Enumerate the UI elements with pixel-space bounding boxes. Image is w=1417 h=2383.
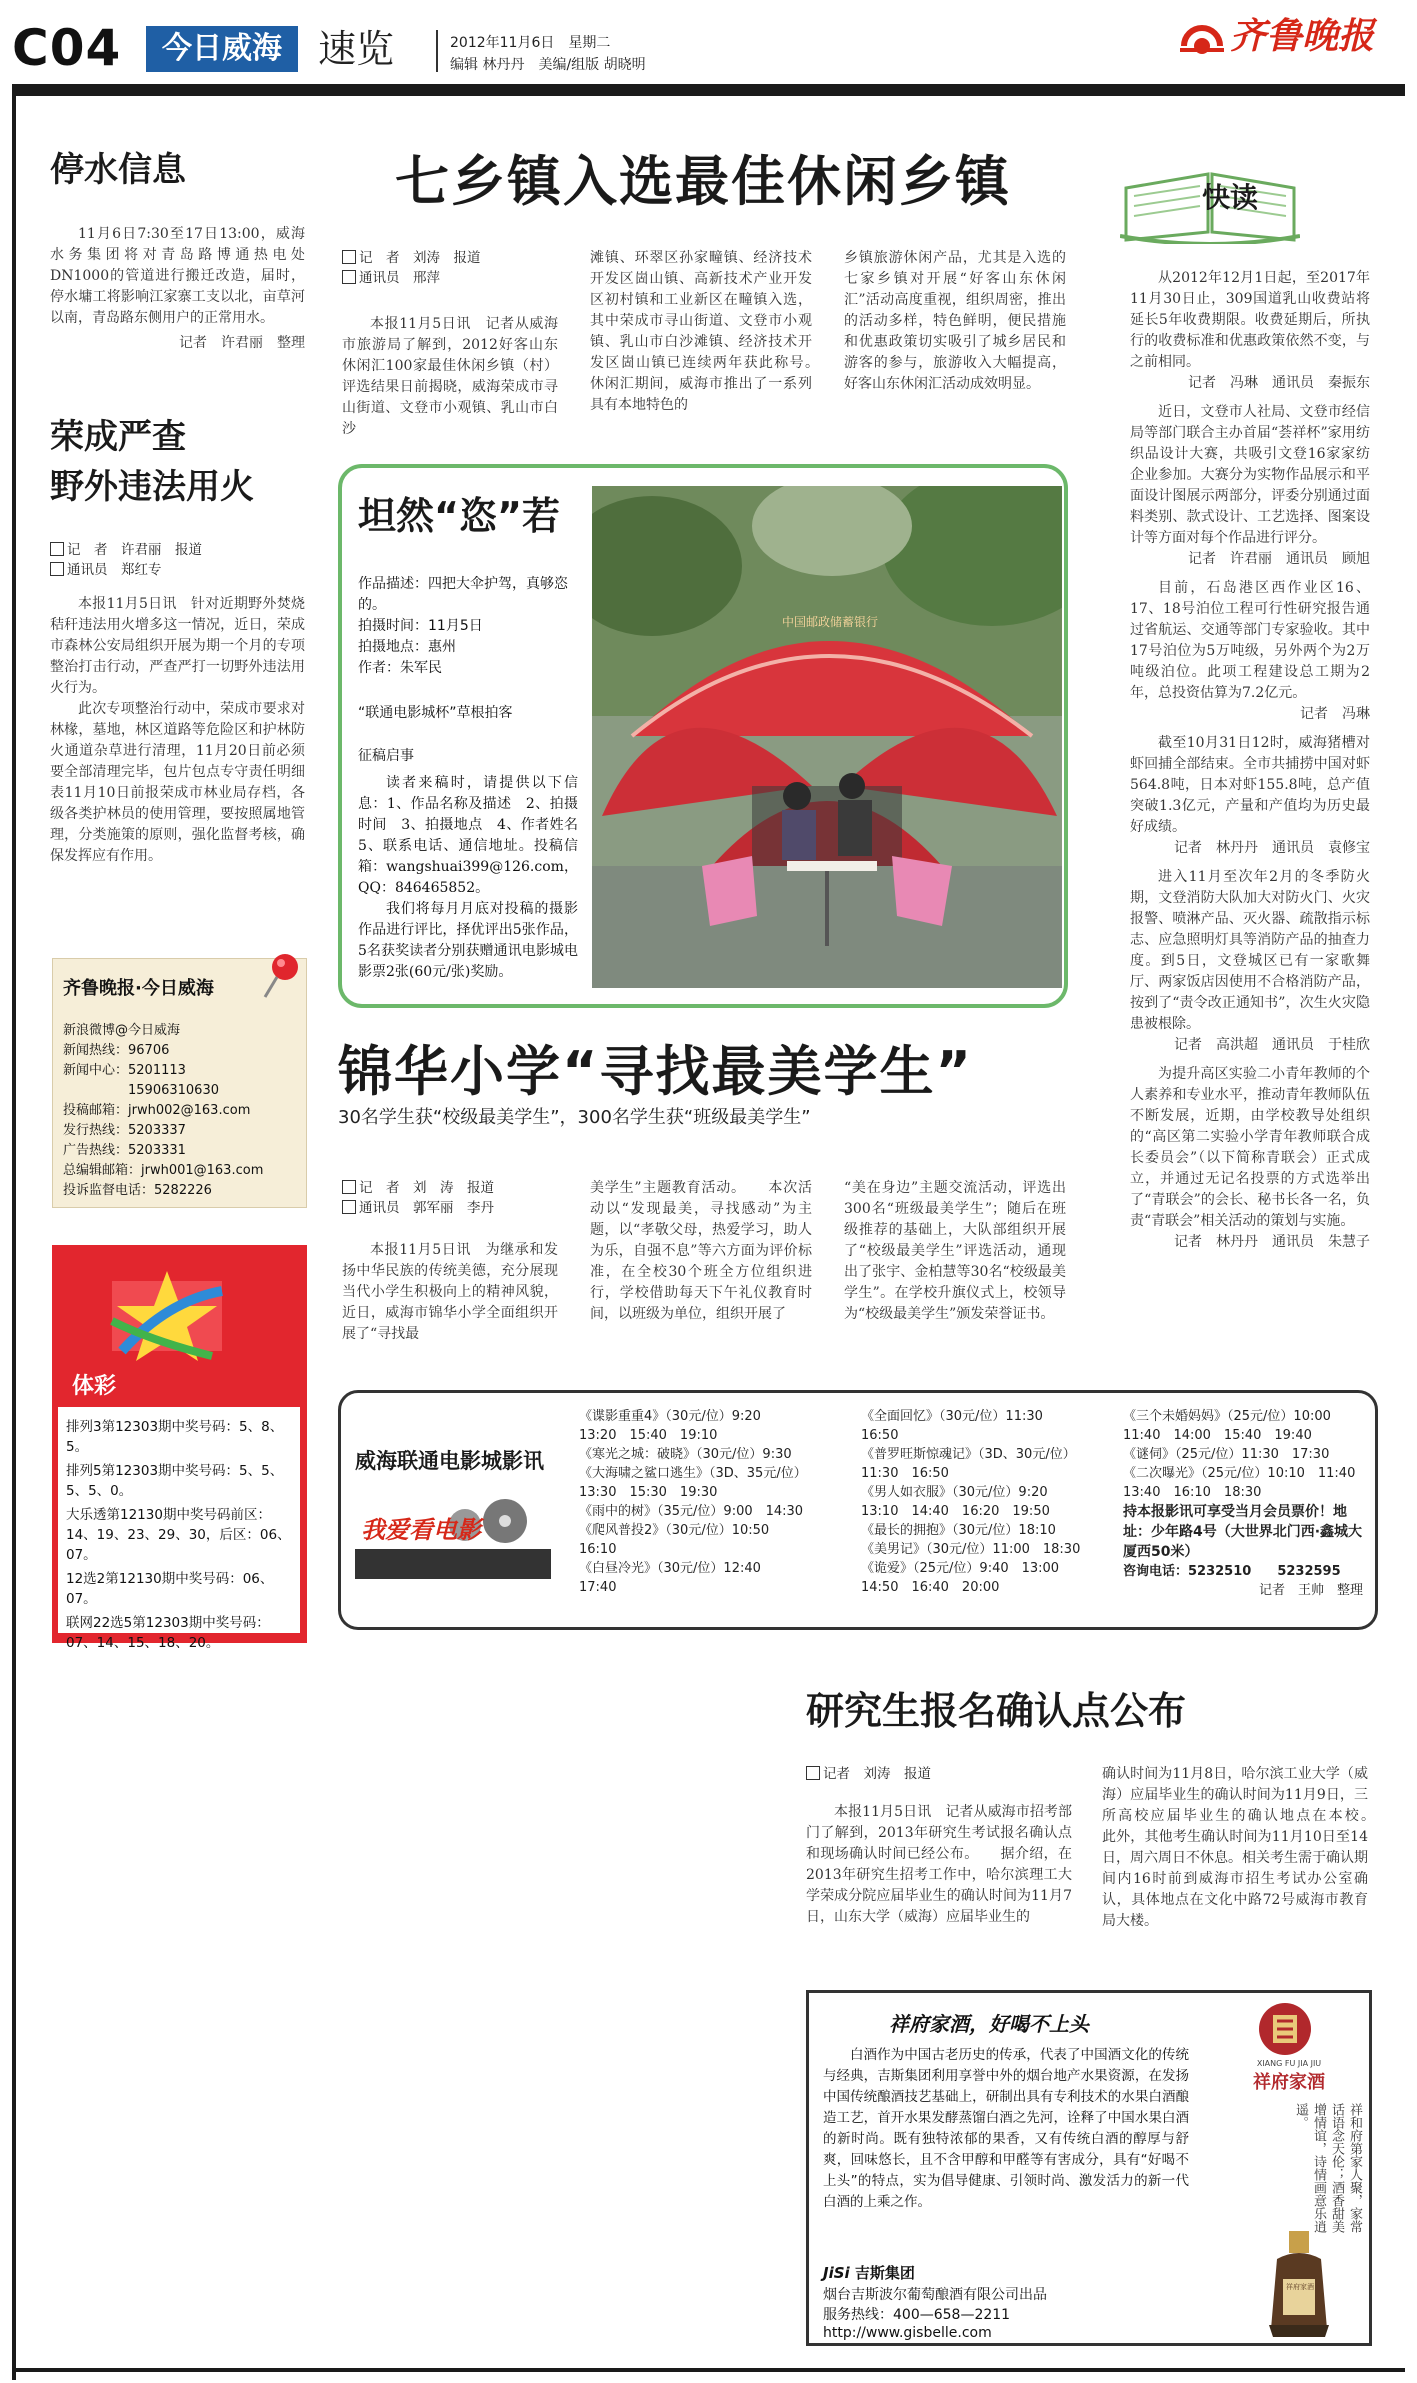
list-item: 近日，文登市人社局、文登市经信局等部门联合主办首届“荟祥杯”家用纺织品设计大赛，共吸引文登16家家纺企业参加。大赛分为实物作品展示和平面设计图展示两部分，评委分别通过面料类别、款式设计、工艺选择、图案设计等方面对每个作品进行评分。 记者 许君丽 通讯员 顾旭: [1130, 404, 1370, 567]
headline-line2: 野外违法用火: [50, 467, 254, 507]
cinema-col-1: 《谍影重重4》（30元/位）9:20 13:20 15:40 19:10 《寒光之城：破晓》（30元/位）9:30 《大海啸之鲨口逃生》（3D、35元/位）13:30 15:30 19:30 《雨中的树》（35元/位）9:00 14:30 《爬风普投2》（30元/位）10:50 16:10 《白昼冷光》（30元/位）12:40 17:40: [579, 1409, 807, 1595]
lottery-title: 体彩: [72, 1374, 117, 1399]
headline-line1: 荣成严查: [50, 417, 186, 457]
quick-read-title: 快读: [1202, 181, 1259, 214]
newspaper-logo: 齐鲁晚报: [1180, 14, 1374, 58]
headline: 七乡镇入选最佳休闲乡镇: [395, 150, 1011, 213]
article-jinhua: [338, 1040, 1068, 1130]
article-col: “美在身边”主题交流活动，评选出300名“班级最美学生”；随后在班级推荐的基础上，大队部组织开展了“校级最美学生”评选活动，通现出了张宇、金柏慧等30名“校级最美学生”。在学校升旗仪式上，校领导为“校级最美学生”颁发荣誉证书。: [844, 1180, 1066, 1322]
quick-read-list: [1130, 268, 1370, 1253]
lottery-box: [52, 1245, 307, 1651]
lottery-results: 排列3第12303期中奖号码：5、8、5。 排列5第12303期中奖号码：5、5、5、5、0。 大乐透第12130期中奖号码前区：14、19、23、29、30，后区：06、07。 12选2第12130期中奖号码：06、07。 联网22选5第12303期中奖号码：07、14、15、18、20。: [58, 1407, 300, 1633]
contact-lines: 新浪微博@今日威海 新闻热线：96706 新闻中心：5201113 15906310630 投稿邮箱：jrwh002@163.com 发行热线：5203337 广告热线：5203331 总编辑邮箱：jrwh001@163.com 投诉监督电话：5282226: [63, 1023, 264, 1198]
sports-lottery-logo-icon: [92, 1261, 242, 1371]
checkbox-icon: [342, 250, 356, 264]
page-code: C04: [12, 19, 122, 77]
bottom-rule: [12, 2368, 1405, 2372]
cinema-listings-box: [338, 1390, 1378, 1630]
article-col: 本报11月5日讯 为继承和发扬中华民族的传统美德，充分展现当代小学生积极向上的精神风貌，近日，威海市锦华小学全面组织开展了“寻找最: [342, 1242, 558, 1342]
list-item: 截至10月31日12时，威海猪槽对虾回捕全部结束。全市共捕捞中国对虾564.8吨，日本对虾155.8吨，总产值突破1.3亿元，产量和产值均为历史最好成绩。 记者 林丹丹 通讯员 袁修宝: [1130, 735, 1370, 856]
article-body: 本报11月5日讯 针对近期野外焚烧秸秆违法用火增多这一情况，近日，荣成市森林公安局组织开展为期一个月的专项整治打击行动，严查严打一切野外违法用火行为。: [50, 596, 305, 696]
column-name: 速览: [318, 27, 395, 71]
ad-group: JiSi 吉斯集团: [823, 2264, 915, 2282]
photo-title: 坦然“恣”若: [358, 494, 560, 538]
ad-slogan: 祥府家酒，好喝不上头: [889, 2012, 1089, 2036]
list-item: 从2012年12月1日起，至2017年11月30日止，309国道乳山收费站将延长5年收费期限。收费延期后，所执行的收费标准和优惠政策依然不变，与之前相同。 记者 冯琳 通讯员 秦振东: [1130, 270, 1370, 391]
liquor-ad: [806, 1990, 1372, 2346]
umbrella-text: 中国邮政储蓄银行: [782, 615, 879, 629]
umbrella-photo: [592, 486, 1062, 988]
pushpin-icon: [259, 951, 305, 1003]
cinema-col-2: 《全面回忆》（30元/位）11:30 16:50 《普罗旺斯惊魂记》（3D、30元/位）11:30 16:50 《男人如衣服》（30元/位）9:20 13:10 14:40 16:20 19:50 《最长的拥抱》（30元/位）18:10 《美男记》（30元/位）11:00 18:30 《诡爱》（25元/位）9:40 13:00 14:50 16:40 20:00: [861, 1409, 1081, 1595]
ad-body: 白酒作为中国古老历史的传承，代表了中国酒文化的传统与经典，吉斯集团利用享誉中外的烟台地产水果资源，在发扬中国传统酿酒技艺基础上，研制出具有专利技术的水果白酒酿造工艺，首开水果发酵蒸馏白酒之先河，诠释了中国水果白酒的新时尚。既有独特浓郁的果香，又有传统白酒的醇厚与舒爽，回味悠长，且不含甲醇和甲醛等有害成分，具有“好喝不上头”的特点，实为倡导健康、引领时尚、激发活力的新一代白酒的上乘之作。: [823, 2047, 1189, 2210]
byline: 记者 刘涛 报道: [806, 1764, 931, 1784]
checkbox-icon: [50, 542, 64, 556]
photo-feature-box: [338, 464, 1068, 1008]
headline: 停水信息: [50, 150, 186, 190]
article-col: 本报11月5日讯 记者从威海市旅游局了解到，2012好客山东休闲汇100家最佳休闲乡镇（村）评选结果日前揭晓，威海荣成市寻山街道、文登市小观镇、乳山市白沙: [342, 316, 558, 437]
section-tag: 今日威海: [146, 26, 298, 72]
article-col: 本报11月5日讯 记者从威海市招考部门了解到，2013年研究生考试报名确认点和现场确认时间已经公布。 据介绍，在2013年研究生招考工作中，哈尔滨理工大学荣成分院应届毕业生的确认时间为11月7日，山东大学（威海）应届毕业生的: [806, 1804, 1072, 1925]
article-col: 美学生”主题教育活动。 本次活动以“发现最美，寻找感动”为主题，以“孝敬父母，热爱学习，助人为乐，自强不息”等六方面为评价标准，在全校30个班全方位组织进行，学校借助每天下午礼仪教育时间，以班级为单位，组织开展了: [590, 1180, 812, 1322]
byline: 记 者 许君丽 报道 通讯员 郑红专: [50, 540, 305, 580]
checkbox-icon: [342, 1200, 356, 1214]
photo-info: 作品描述：四把大伞护驾，真够恣的。 拍摄时间：11月5日 拍摄地点：惠州 作者：朱军民 “联通电影城杯”草根拍客 征稿启事 读者来稿时，请提供以下信息：1、作品名称及描述 2、拍摄时间 3、拍摄地点 4、作者姓名 5、联系电话、通信地址。投稿信箱：wangshuai399@126.com，QQ：846465852。 我们将每月月底对投稿的摄影作品进行评比，择优评出5张作品，5名获奖读者分别获赠通讯电影城电影票2张(60元/张)奖励。: [358, 576, 592, 980]
brand-verse: 祥和府第家人聚，家常话语念天伦；酒香甜美增情谊，诗情画意乐逍遥。: [1293, 2103, 1362, 2233]
bottle-label: 祥府家酒: [1286, 2283, 1314, 2291]
article-water-outage: [50, 150, 305, 354]
header-date: 2012年11月6日 星期二: [450, 35, 611, 51]
byline: 记 者 刘 涛 报道 通讯员 郭军丽 李丹: [342, 1178, 494, 1218]
header-editor: 编辑 林丹丹 美编/组版 胡晓明: [450, 57, 646, 73]
article-col: 乡镇旅游休闲产品，尤其是入选的七家乡镇对开展“好客山东休闲汇”活动高度重视，组织周密，推出的活动多样，特色鲜明，便民措施和优惠政策切实吸引了城乡居民和游客的参与，旅游收入大幅提高，好客山东休闲汇活动成效明显。: [844, 250, 1066, 392]
article-fire-control: [50, 412, 305, 867]
header-divider: [436, 30, 438, 72]
article-col: 确认时间为11月8日，哈尔滨工业大学（威海）应届毕业生的确认时间为11月9日，三所高校应届毕业生的确认地点在本校。 此外，其他考生确认时间为11月10日至14日，周六周日不休息。相关考生需于确认期间内16时前到威海市招生考试办公室确认，具体地点在文化中路72号威海市教育局大楼。: [1102, 1766, 1396, 1929]
ad-phone: 服务热线：400—658—2211: [823, 2307, 1011, 2323]
article-body: 11月6日7:30至17日13:00，威海水务集团将对青岛路博通热电处DN1000的管道进行搬迁改造，届时，停水墉工将影响江家寨工支以北，亩草河以南，青岛路东侧用户的正常用水。: [50, 226, 305, 326]
checkbox-icon: [50, 562, 64, 576]
contact-title: 齐鲁晚报·今日威海: [63, 978, 214, 999]
list-item: 进入11月至次年2月的冬季防火期，文登消防大队加大对防火门、火灾报警、喷淋产品、灭火器、疏散指示标志、应急照明灯具等消防产品的抽查力度。到5日，文登城区已有一家歌舞厅、两家饭店因使用不合格消防产品，按到了“责令改正通知书”，次生火灾隐患被根除。 记者 高洪超 通讯员 于桂欣: [1130, 869, 1370, 1053]
ad-company: 烟台吉斯波尔葡萄酿酒有限公司出品: [823, 2287, 1047, 2303]
left-border: [12, 84, 16, 2380]
cinema-col-3: 《三个未婚妈妈》（25元/位）10:00 11:40 14:00 15:40 19:40 《谜伺》（25元/位）11:30 17:30 《二次曝光》（25元/位）10:10 11:40 13:40 16:10 18:30 持本报影讯可享受当月会员票价！地址：少年路4号（大世界北门西·鑫城大厦西50米） 咨询电话：5232510 5232595 记者 王帅 整理: [1123, 1409, 1369, 1598]
sun-logo-icon: [1180, 16, 1224, 56]
list-item: 目前，石岛港区西作业区16、17、18号泊位工程可行性研究报告通过省航运、交通等部门专家验收。其中17号泊位为5万吨级，另外两个为2万吨级泊位。此项工程建设总工期为2年，总投资估算为7.2亿元。 记者 冯琳: [1130, 580, 1370, 722]
jisi-logo-icon: JiSi: [823, 2264, 850, 2282]
signature: 记者 许君丽 整理: [179, 335, 305, 351]
list-item: 为提升高区实验二小青年教师的个人素养和专业水平，推动青年教师队伍不断发展，近期，由学校教导处组织的“高区第二实验小学青年教师联合成长委员会”（以下简称青联会）正式成立，并通过无记名投票的方式选举出了“青联会”的会长、秘书长各一名，负责“青联会”相关活动的策划与实施。 记者 林丹丹 通讯员 朱慧子: [1130, 1066, 1370, 1250]
header-rule: [12, 84, 1405, 96]
contact-card: [52, 958, 307, 1208]
article-col: 滩镇、环翠区孙家疃镇、经济技术开发区崮山镇、高新技术产业开发区初村镇和工业新区在疃镇入选，其中荣成市寻山街道、文登市小观镇、乳山市白沙滩镇、经济技术开发区崮山镇已连续两年获此称号。 休闲汇期间，威海市推出了一系列具有本地特色的: [590, 250, 840, 413]
headline: 锦华小学“寻找最美学生”: [338, 1040, 973, 1103]
cinema-promo: 我爱看电影: [355, 1497, 551, 1581]
checkbox-icon: [806, 1766, 820, 1780]
cinema-title: 威海联通电影城影讯: [355, 1449, 544, 1473]
brand-seal-icon: [1257, 2001, 1313, 2057]
checkbox-icon: [342, 1180, 356, 1194]
ad-url: http://www.gisbelle.com: [823, 2325, 992, 2341]
checkbox-icon: [342, 270, 356, 284]
article-body: 此次专项整治行动中，荣成市要求对林椽，墓地，林区道路等危险区和护林防火通道杂草进行清理，11月20日前必须要全部清理完毕，包片包点专守责任明细表11月10日前报荣成市林业局存档，各级各类护林员的使用管理，要按照属地管理，分类施策的原则，强化监督考核，确保发挥应有作用。: [50, 701, 305, 864]
subheadline: 30名学生获“校级最美学生”，300名学生获“班级最美学生”: [338, 1107, 811, 1128]
byline: 记 者 刘涛 报道 通讯员 邢萍: [342, 248, 481, 288]
brand-name: 祥府家酒: [1253, 2072, 1325, 2093]
headline: 研究生报名确认点公布: [806, 1689, 1187, 1733]
brand-name-en: XIANG FU JIA JIU: [1256, 2059, 1322, 2068]
article-leisure-towns: [338, 150, 1068, 214]
